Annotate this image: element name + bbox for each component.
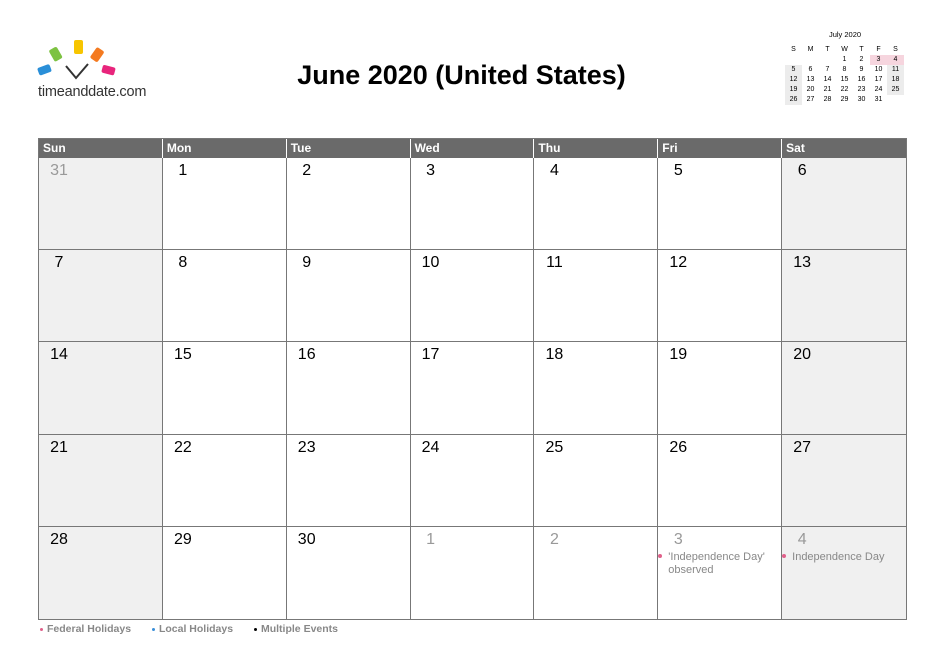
day-cell[interactable] [39, 342, 163, 434]
holiday-label: Independence Day [792, 550, 885, 563]
day-cell[interactable] [658, 250, 782, 342]
mini-calendar-grid [785, 45, 905, 105]
day-number: 28 [50, 530, 68, 548]
day-number: 18 [545, 346, 564, 364]
legend-federal-label: Federal Holidays [47, 623, 132, 635]
mini-weekday: T [825, 46, 830, 53]
mini-day: 15 [840, 76, 849, 83]
mini-calendar [785, 30, 905, 105]
legend [40, 623, 356, 635]
day-number: 19 [669, 346, 688, 364]
mini-day: 8 [842, 66, 847, 73]
day-cell[interactable] [658, 527, 782, 619]
day-cell[interactable] [534, 435, 658, 527]
day-number: 23 [297, 438, 316, 456]
weekday-label: Sat [786, 141, 805, 155]
day-cell[interactable] [782, 527, 906, 619]
day-cell[interactable] [782, 435, 906, 527]
holiday-label: 'Independence Day' observed [668, 550, 765, 576]
day-cell[interactable] [411, 250, 535, 342]
multiple-dot-icon [254, 628, 257, 631]
legend-multiple [254, 623, 338, 635]
day-number: 11 [546, 254, 563, 272]
mini-day: 25 [887, 85, 904, 95]
mini-day: 7 [825, 66, 830, 73]
mini-day: 21 [823, 86, 832, 93]
day-number: 27 [793, 438, 812, 456]
day-cell[interactable] [534, 158, 658, 250]
day-number: 4 [549, 162, 559, 179]
day-cell[interactable] [782, 342, 906, 434]
day-number: 26 [669, 438, 688, 456]
weekday-label: Fri [658, 139, 782, 158]
holiday-event[interactable] [668, 551, 778, 577]
day-cell[interactable] [163, 342, 287, 434]
weekday-label: Tue [287, 139, 411, 158]
mini-day: 27 [806, 96, 815, 103]
mini-day [802, 55, 819, 65]
day-cell[interactable] [658, 342, 782, 434]
day-number: 5 [673, 162, 683, 179]
mini-day: 20 [806, 86, 815, 93]
mini-weekday: M [807, 46, 814, 53]
federal-holiday-dot-icon [782, 554, 786, 558]
day-number: 30 [297, 530, 316, 548]
weekday-label: Mon [163, 139, 287, 158]
day-number: 12 [669, 254, 688, 272]
day-number: 3 [426, 162, 436, 179]
federal-dot-icon [40, 628, 43, 631]
mini-day: 26 [785, 95, 802, 105]
day-cell[interactable] [287, 158, 411, 250]
legend-local-label: Local Holidays [158, 623, 234, 635]
legend-multiple-label: Multiple Events [260, 623, 338, 635]
mini-calendar-title: July 2020 [828, 30, 862, 39]
mini-day: 19 [785, 85, 802, 95]
mini-day: 9 [859, 66, 864, 73]
day-cell[interactable] [287, 342, 411, 434]
day-number: 8 [178, 254, 188, 272]
mini-weekday: W [841, 46, 848, 53]
day-cell[interactable] [411, 158, 535, 250]
day-number: 9 [302, 254, 312, 272]
day-cell[interactable] [534, 342, 658, 434]
day-number: 22 [173, 438, 192, 456]
day-cell[interactable] [163, 158, 287, 250]
mini-day [785, 55, 802, 65]
local-dot-icon [152, 628, 155, 631]
day-number: 20 [793, 346, 812, 364]
mini-day: 2 [859, 56, 864, 63]
mini-weekday: F [876, 46, 881, 53]
day-number: 3 [673, 530, 683, 548]
mini-weekday: T [859, 46, 864, 53]
day-number: 17 [421, 346, 440, 364]
mini-day: 23 [857, 86, 866, 93]
day-cell[interactable] [411, 435, 535, 527]
day-cell[interactable] [39, 435, 163, 527]
mini-day: 3 [870, 55, 887, 65]
day-cell[interactable] [287, 435, 411, 527]
day-cell[interactable] [658, 158, 782, 250]
mini-day: 11 [887, 65, 904, 75]
day-number: 15 [173, 346, 192, 364]
day-number: 13 [793, 254, 812, 272]
day-cell[interactable] [39, 527, 163, 619]
day-cell[interactable] [287, 250, 411, 342]
mini-day: 24 [874, 86, 883, 93]
mini-day: 30 [857, 96, 866, 103]
day-cell[interactable] [411, 342, 535, 434]
day-number: 4 [797, 530, 807, 548]
day-number: 21 [50, 438, 68, 456]
mini-day: 4 [887, 55, 904, 65]
legend-federal [40, 623, 131, 635]
weekday-label: Thu [534, 139, 658, 158]
day-number: 24 [421, 438, 440, 456]
day-cell[interactable] [287, 527, 411, 619]
day-cell[interactable] [534, 527, 658, 619]
weekday-label: Sun [39, 139, 163, 158]
weekday-label: Wed [411, 139, 535, 158]
mini-day: 5 [785, 65, 802, 75]
mini-weekday: S [893, 46, 898, 53]
mini-day: 31 [874, 96, 883, 103]
day-cell[interactable] [782, 158, 906, 250]
mini-day: 22 [840, 86, 849, 93]
day-number: 7 [54, 254, 64, 272]
mini-day: 16 [857, 76, 866, 83]
day-cell[interactable] [658, 435, 782, 527]
mini-day: 14 [823, 76, 832, 83]
mini-day: 29 [840, 96, 849, 103]
mini-day: 12 [785, 75, 802, 85]
day-number: 25 [545, 438, 564, 456]
day-cell[interactable] [411, 527, 535, 619]
mini-day [819, 55, 836, 65]
day-number: 31 [50, 162, 68, 179]
day-number: 29 [173, 530, 192, 548]
day-cell[interactable] [163, 250, 287, 342]
legend-local [152, 623, 233, 635]
mini-day: 10 [874, 66, 883, 73]
day-number: 1 [178, 162, 188, 179]
day-number: 14 [50, 346, 68, 364]
weekday-header [39, 139, 906, 158]
day-cell[interactable] [534, 250, 658, 342]
day-number: 16 [297, 346, 316, 364]
federal-holiday-dot-icon [658, 554, 662, 558]
mini-day [887, 95, 904, 105]
day-cell[interactable] [39, 158, 163, 250]
day-cell[interactable] [782, 250, 906, 342]
mini-day: 1 [842, 56, 847, 63]
mini-day: 13 [806, 76, 815, 83]
brand-name: timeanddate.com [38, 84, 147, 100]
day-cell[interactable] [163, 435, 287, 527]
day-number: 2 [549, 530, 559, 548]
month-calendar [38, 138, 907, 620]
mini-day: 28 [823, 96, 832, 103]
day-cell[interactable] [163, 527, 287, 619]
mini-day: 17 [874, 76, 883, 83]
mini-day: 6 [808, 66, 813, 73]
day-number: 2 [302, 162, 312, 179]
day-number: 10 [421, 254, 440, 272]
mini-weekday: S [791, 46, 796, 53]
day-grid [39, 158, 906, 619]
mini-day: 18 [887, 75, 904, 85]
holiday-event[interactable] [792, 551, 902, 564]
day-cell[interactable] [39, 250, 163, 342]
day-number: 6 [797, 162, 807, 179]
day-number: 1 [426, 530, 436, 548]
page-title: June 2020 (United States) [297, 60, 626, 90]
